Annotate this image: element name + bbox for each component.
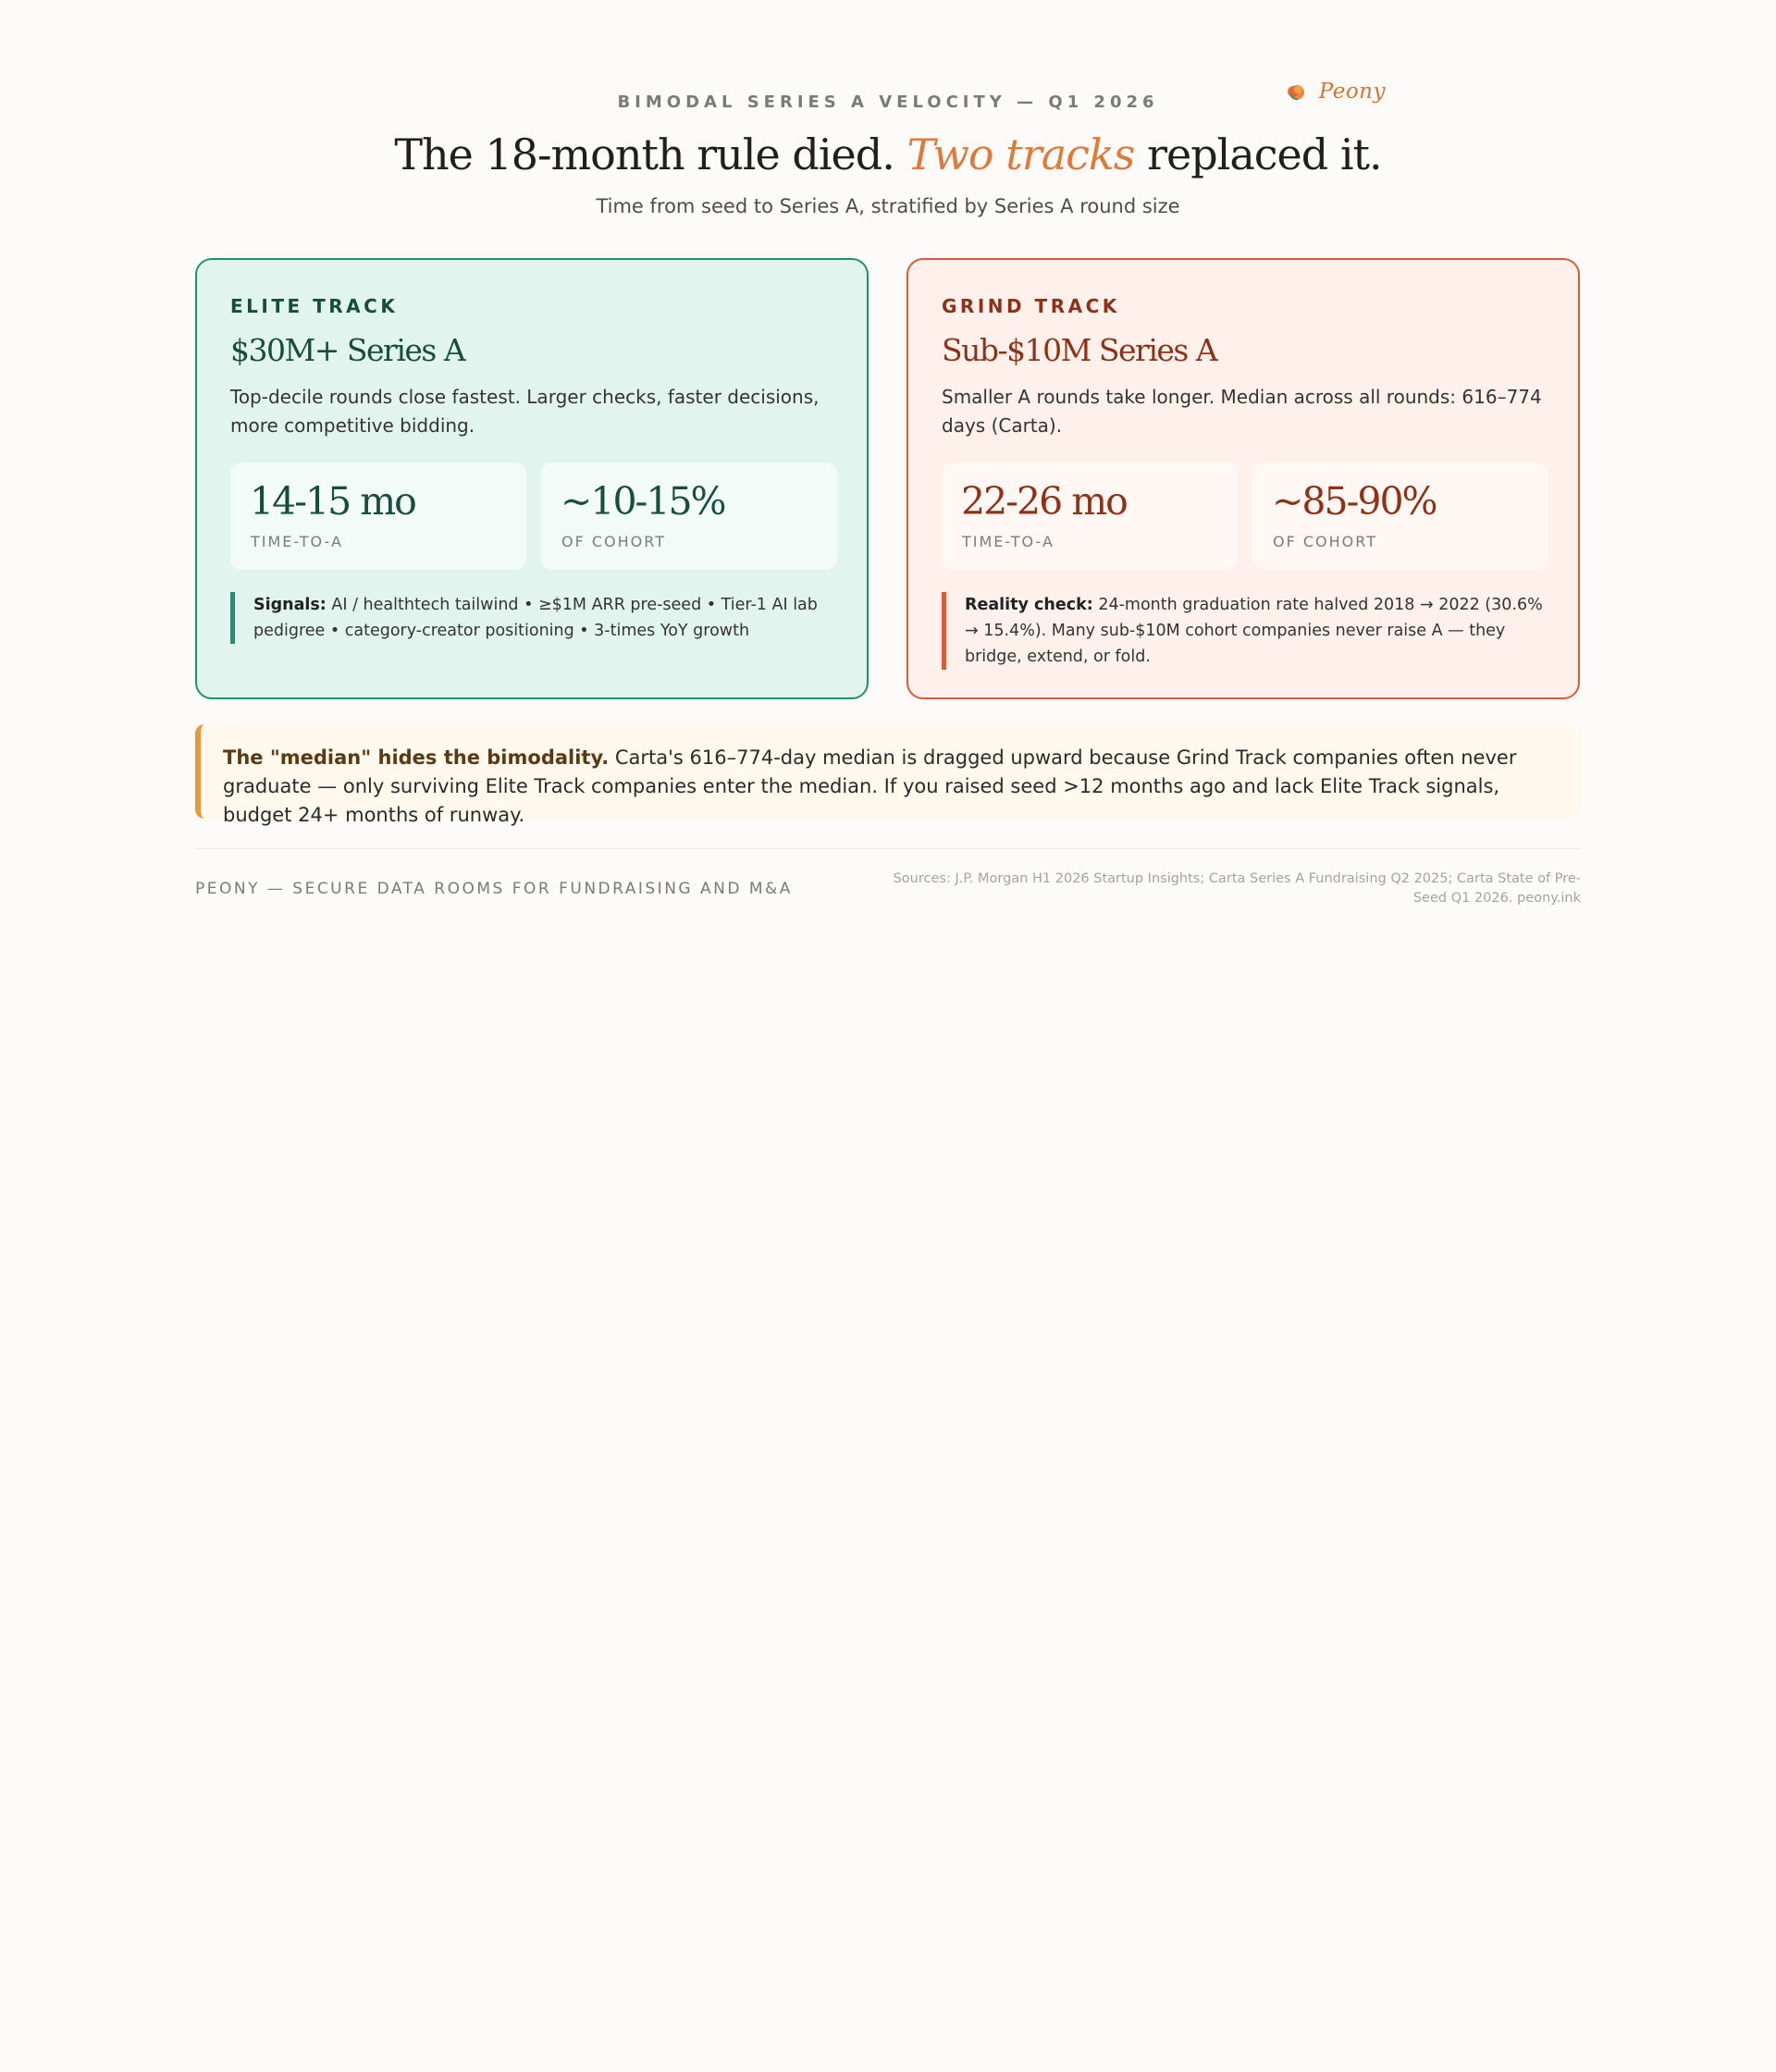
page-title	[195, 130, 1581, 179]
footer-tagline: PEONY — SECURE DATA ROOMS FOR FUNDRAISING AND M&A	[195, 880, 793, 898]
track-label: GRIND TRACK	[942, 295, 1120, 317]
footer-divider	[195, 848, 1581, 849]
eyebrow: BIMODAL SERIES A VELOCITY — Q1 2026	[617, 92, 1159, 112]
stat-value: ~85-90%	[1272, 479, 1437, 524]
stat-label: TIME-TO-A	[251, 533, 343, 550]
track-label: ELITE TRACK	[230, 295, 399, 317]
note-text: 24-month graduation rate halved 2018 → 2022 (30.6% → 15.4%). Many sub-$10M cohort companies never raise A — they bridge, extend, or fold.	[965, 596, 1543, 666]
stat-value: ~10-15%	[561, 479, 725, 524]
note-label: Signals:	[253, 596, 327, 614]
track-description: Smaller A rounds take longer. Median across all rounds: 616–774 days (Carta).	[942, 386, 1542, 437]
stat-card-time	[230, 462, 526, 570]
headline-pre: The 18-month rule died.	[394, 130, 894, 179]
callout-bold: The "median" hides the bimodality.	[223, 746, 610, 769]
stat-label: TIME-TO-A	[962, 533, 1054, 550]
note-text: AI / healthtech tailwind • ≥$1M ARR pre-seed • Tier-1 AI lab pedigree • category-creator positioning • 3-times YoY growth	[253, 596, 818, 640]
grind-track-card	[906, 258, 1580, 699]
note-label: Reality check:	[965, 596, 1093, 614]
signals-note	[230, 592, 845, 644]
brand-name: Peony	[1318, 80, 1386, 104]
stat-value: 14-15 mo	[250, 479, 415, 524]
stat-value: 22-26 mo	[961, 479, 1127, 524]
median-callout	[195, 724, 1581, 826]
callout-text: Carta's 616–774-day median is dragged upward because Grind Track companies often never graduate — only surviving Elite Track companies enter the median. If you raised seed >12 months ago and lack Elite Track signals, budget 24+ months of runway.	[223, 746, 1517, 826]
track-title: Sub-$10M Series A	[942, 332, 1217, 368]
headline-accent: Two tracks	[906, 130, 1135, 179]
stat-card-time	[942, 462, 1238, 570]
elite-track-card	[195, 258, 869, 699]
stat-label: OF COHORT	[561, 533, 666, 550]
track-title: $30M+ Series A	[230, 332, 465, 368]
footer-sources: Sources: J.P. Morgan H1 2026 Startup Insights; Carta Series A Fundraising Q2 2025; Carta State of Pre-Seed Q1 2026. peony.ink	[893, 871, 1581, 906]
stat-card-cohort	[1252, 462, 1548, 570]
stat-card-cohort	[541, 462, 837, 570]
reality-check-note	[942, 592, 1557, 670]
headline-post: replaced it.	[1146, 130, 1382, 179]
subtitle: Time from seed to Series A, stratified by Series A round size	[596, 195, 1180, 217]
track-description: Top-decile rounds close fastest. Larger checks, faster decisions, more competitive bidding.	[230, 386, 820, 437]
stat-label: OF COHORT	[1273, 533, 1377, 550]
